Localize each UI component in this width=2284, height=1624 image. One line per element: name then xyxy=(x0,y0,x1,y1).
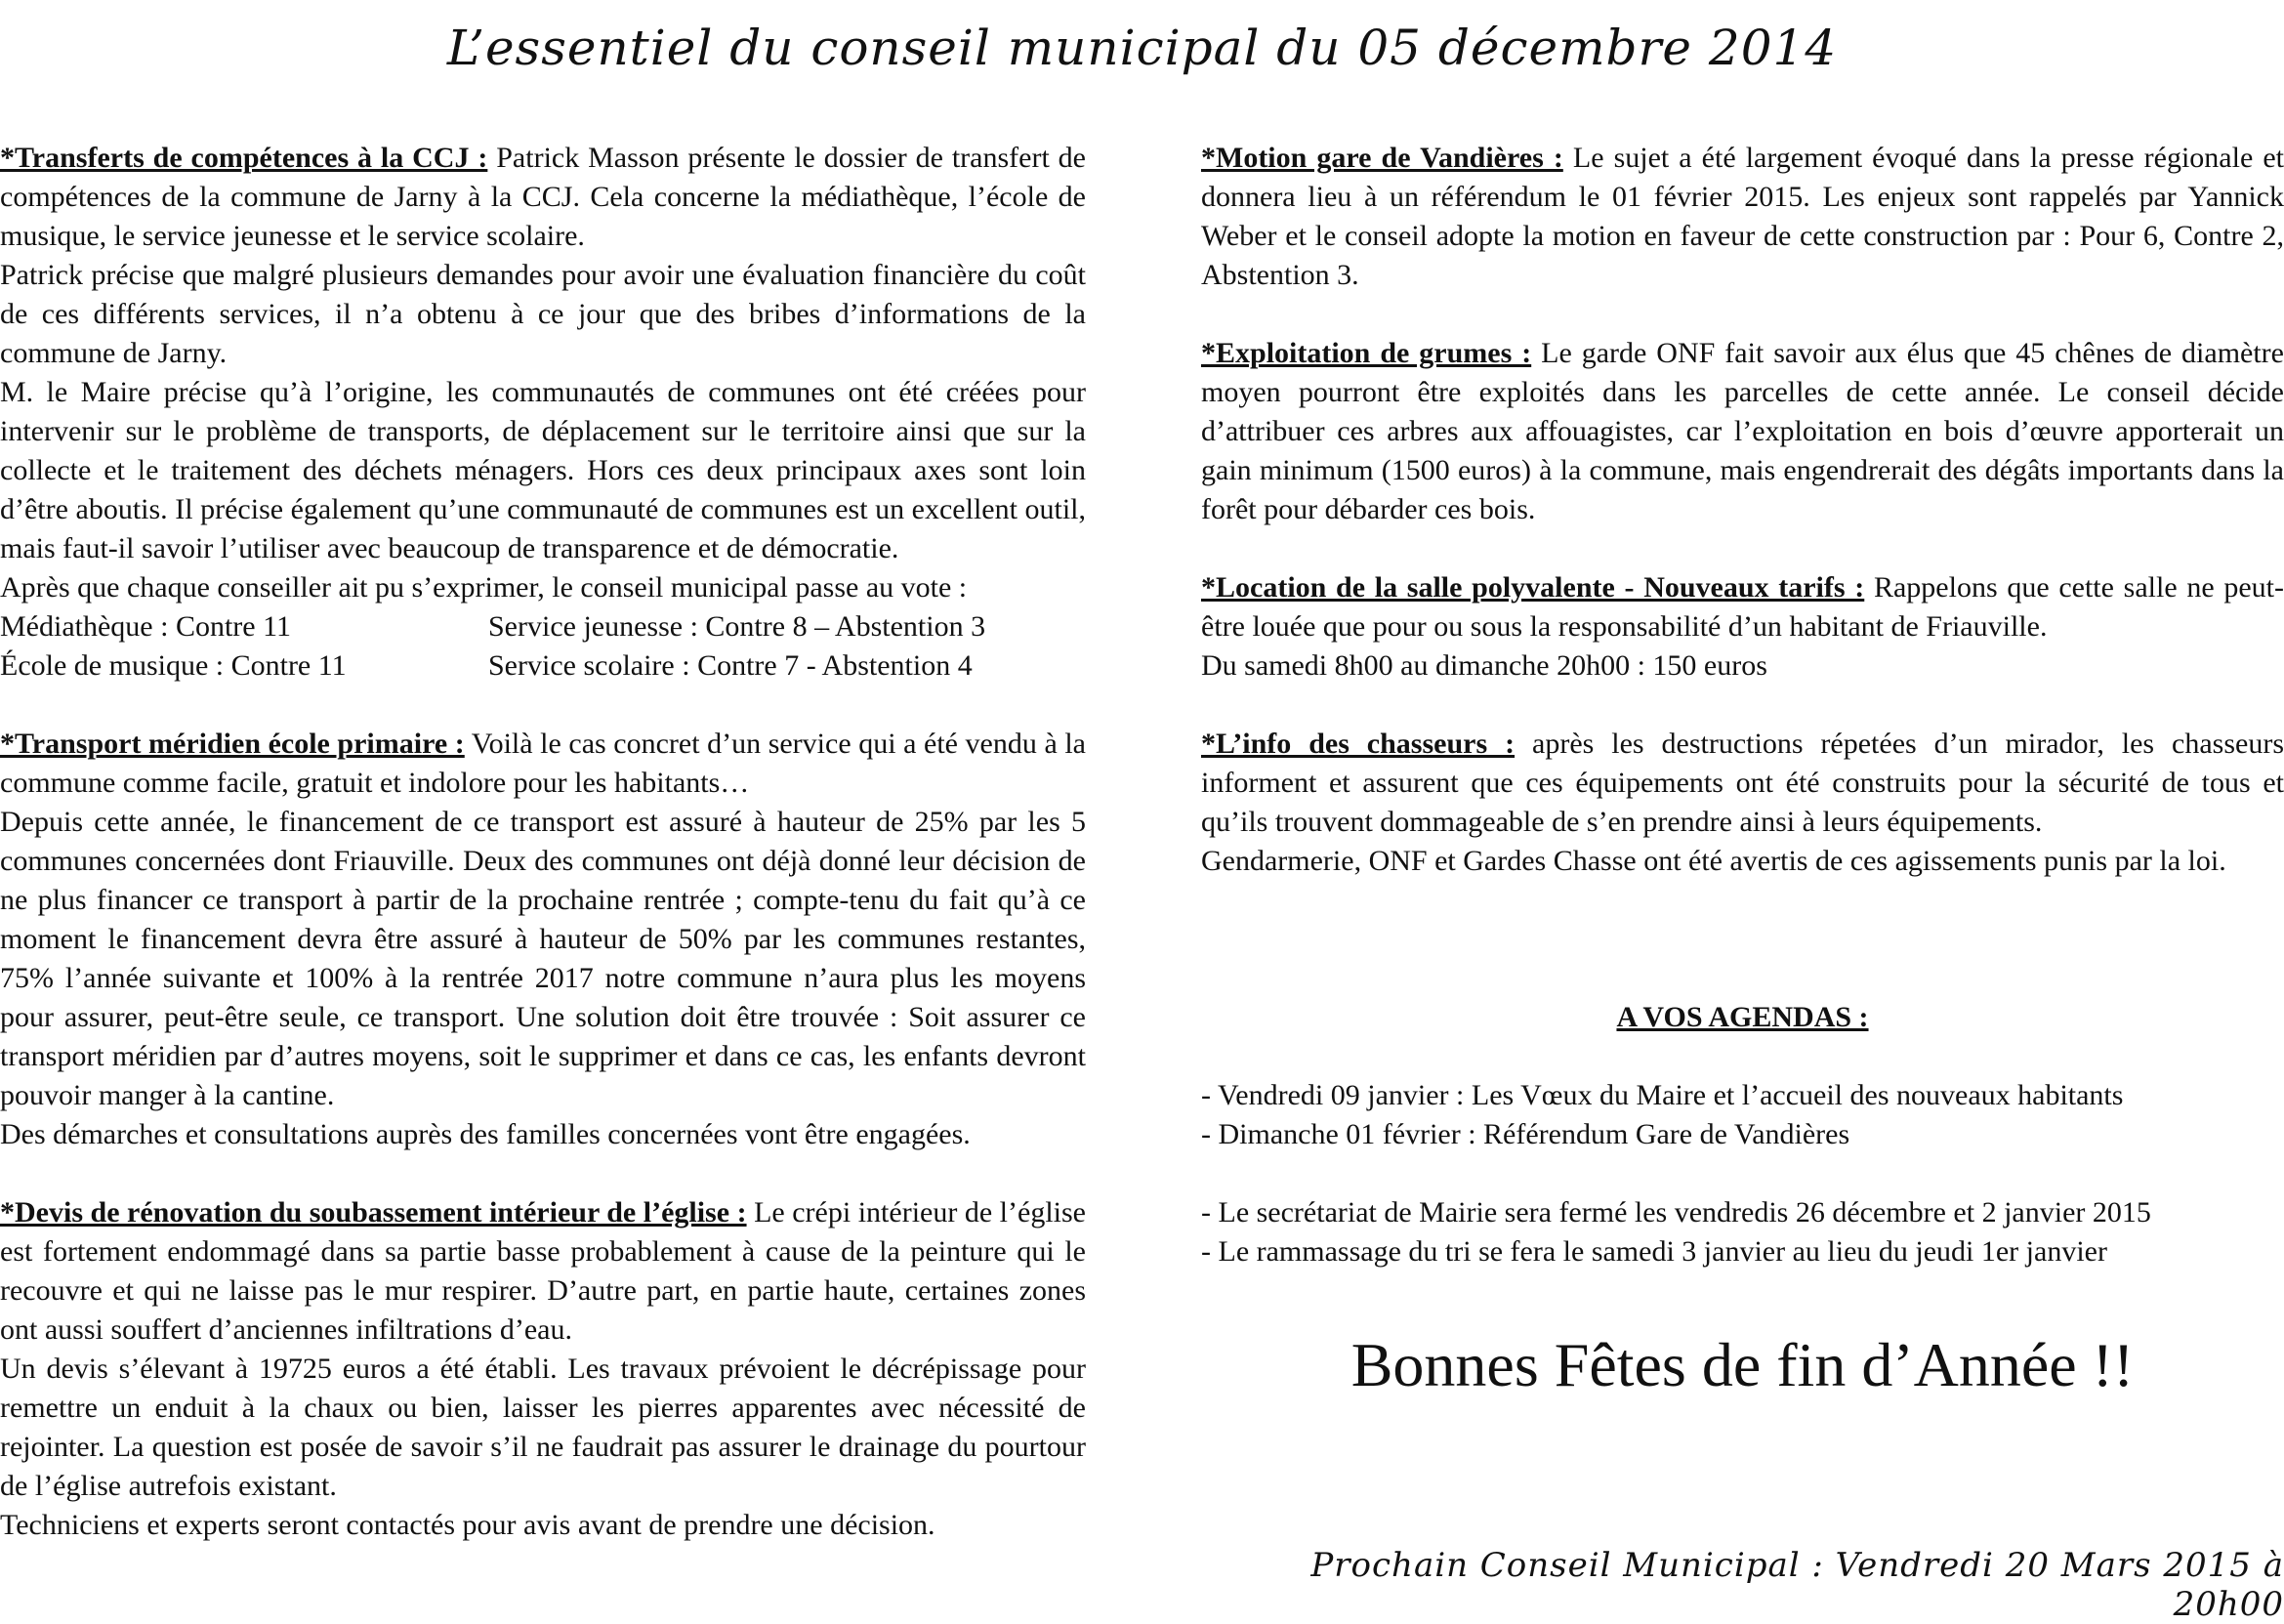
section-paragraph xyxy=(0,725,1086,803)
section-paragraph: M. le Maire précise qu’à l’origine, les communautés de communes ont été créées pour intervenir sur le problème de transports, de déplacement sur le territoire ainsi que sur la collecte et le traitement des déchets ménagers. Hors ces deux principaux axes sont loin d’être aboutis. Il précise également qu’une communauté de communes est un excellent outil, mais faut-il savoir l’utiliser avec beaucoup de transparence et de démocratie. xyxy=(0,376,1086,564)
left-column xyxy=(0,139,1086,1584)
holiday-wish: Bonnes Fêtes de fin d’Année !! xyxy=(1350,1330,2135,1399)
section-exploitation-grumes xyxy=(1201,334,2284,529)
section-location-salle xyxy=(1201,568,2284,686)
section-text: Voilà le cas concret d’un service qui a été vendu à la commune comme facile, gratuit et indolore pour les habitants… xyxy=(0,728,1086,799)
section-text: Le sujet a été largement évoqué dans la presse régionale et donnera lieu à un référendum le 01 février 2015. Les enjeux sont rappelés par Yannick Weber et le conseil adopte la motion en faveur de cette construction par : Pour 6, Contre 2, Abstention 3. xyxy=(1201,142,2284,291)
section-heading: *L’info des chasseurs : xyxy=(1201,728,1516,760)
section-paragraph xyxy=(0,139,1086,256)
agenda-item: - Dimanche 01 février : Référendum Gare de Vandières xyxy=(1201,1118,1850,1150)
vote-result: École de musique : Contre 11 xyxy=(0,649,347,682)
section-paragraph: Gendarmerie, ONF et Gardes Chasse ont été avertis de ces agissements punis par la loi. xyxy=(1201,845,2226,877)
section-transferts-competences xyxy=(0,139,1086,686)
agenda-item: - Le rammassage du tri se fera le samedi 3 janvier au lieu du jeudi 1er janvier xyxy=(1201,1235,2107,1268)
section-paragraph: Depuis cette année, le financement de ce transport est assuré à hauteur de 25% par les 5 communes concernées dont Friauville. Deux des communes ont déjà donné leur décision de ne plus financer ce transport à partir de la prochaine rentrée ; compte-tenu du fait qu’à ce moment le financement devra être assuré à hauteur de 50% par les communes restantes, 75% l’année suivante et 100% à la rentrée 2017 notre commune n’aura plus les moyens pour assurer, peut-être seule, ce transport. Une solution doit être trouvée : Soit assurer ce transport méridien par d’autres moyens, soit le supprimer et dans ce cas, les enfants devront pouvoir manger à la cantine. xyxy=(0,806,1086,1111)
section-paragraph: Un devis s’élevant à 19725 euros a été établi. Les travaux prévoient le décrépissage pour remettre un enduit à la chaux ou bien, laisser les pierres apparentes avec nécessité de rejointer. La question est posée de savoir s’il ne faudrait pas assurer le drainage du pourtour de l’église autrefois existant. xyxy=(0,1353,1086,1502)
section-paragraph: Du samedi 8h00 au dimanche 20h00 : 150 euros xyxy=(1201,649,1767,682)
section-paragraph: Techniciens et experts seront contactés pour avis avant de prendre une décision. xyxy=(0,1509,935,1541)
section-text: Rappelons que cette salle ne peut-être louée que pour ou sous la responsabilité d’un habitant de Friauville. xyxy=(1201,571,2284,643)
section-paragraph xyxy=(1201,334,2284,529)
section-heading: *Location de la salle polyvalente - Nouveaux tarifs : xyxy=(1201,571,1865,604)
section-paragraph: Patrick précise que malgré plusieurs demandes pour avoir une évaluation financière du coût de ces différents services, il n’a obtenu à ce jour que des bribes d’informations de la commune de Jarny. xyxy=(0,259,1086,369)
section-text: Le garde ONF fait savoir aux élus que 45 chênes de diamètre moyen pourront être exploités dans les parcelles de cette année. Le conseil décide d’attribuer ces arbres aux affouagistes, car l’exploitation en bois d’œuvre apporterait un gain minimum (1500 euros) à la commune, mais engendrerait des dégâts importants dans la forêt pour débarder ces bois. xyxy=(1201,337,2284,525)
next-council-date: Prochain Conseil Municipal : Vendredi 20 Mars 2015 à 20h00 xyxy=(1310,1546,2284,1624)
vote-row xyxy=(0,607,1086,646)
vote-row xyxy=(0,646,1086,686)
agenda-item: - Le secrétariat de Mairie sera fermé les vendredis 26 décembre et 2 janvier 2015 xyxy=(1201,1196,2151,1228)
section-text: Le crépi intérieur de l’église est fortement endommagé dans sa partie basse probablement à cause de la peinture qui le recouvre et qui ne laisse pas le mur respirer. D’autre part, en partie haute, certaines zones ont aussi souffert d’anciennes infiltrations d’eau. xyxy=(0,1196,1086,1346)
section-paragraph: Des démarches et consultations auprès des familles concernées vont être engagées. xyxy=(0,1118,971,1150)
vote-result: Médiathèque : Contre 11 xyxy=(0,610,291,643)
section-paragraph xyxy=(0,1193,1086,1350)
section-text: Patrick Masson présente le dossier de transfert de compétences de la commune de Jarny à la CCJ. Cela concerne la médiathèque, l’école de musique, le service jeunesse et le service scolaire. xyxy=(0,142,1086,252)
section-paragraph: Après que chaque conseiller ait pu s’exprimer, le conseil municipal passe au vote : xyxy=(0,571,968,604)
vote-result: Service scolaire : Contre 7 - Abstention 4 xyxy=(488,649,973,682)
section-motion-gare xyxy=(1201,139,2284,295)
agenda-item: - Vendredi 09 janvier : Les Vœux du Maire et l’accueil des nouveaux habitants xyxy=(1201,1079,2124,1111)
section-text: après les destructions répetées d’un mirador, les chasseurs informent et assurent que ces équipements ont été construits pour la sécurité de tous et qu’ils trouvent dommageable de s’en prendre ainsi à leurs équipements. xyxy=(1201,728,2284,838)
section-paragraph xyxy=(1201,725,2284,842)
vote-result: Service jeunesse : Contre 8 – Abstention 3 xyxy=(488,610,986,643)
section-transport-meridien xyxy=(0,725,1086,1154)
section-heading: *Transport méridien école primaire : xyxy=(0,728,465,760)
section-heading: *Transferts de compétences à la CCJ : xyxy=(0,142,488,174)
section-devis-eglise xyxy=(0,1193,1086,1545)
agenda-section xyxy=(1201,998,2284,1271)
right-column xyxy=(1201,139,2284,1404)
section-paragraph xyxy=(1201,139,2284,295)
section-heading: *Devis de rénovation du soubassement intérieur de l’église : xyxy=(0,1196,747,1228)
section-heading: *Exploitation de grumes : xyxy=(1201,337,1532,369)
agenda-title: A VOS AGENDAS : xyxy=(1616,1001,1869,1033)
page-title: L’essentiel du conseil municipal du 05 décembre 2014 xyxy=(446,20,1838,76)
section-paragraph xyxy=(1201,568,2284,646)
section-info-chasseurs xyxy=(1201,725,2284,881)
section-heading: *Motion gare de Vandières : xyxy=(1201,142,1563,174)
